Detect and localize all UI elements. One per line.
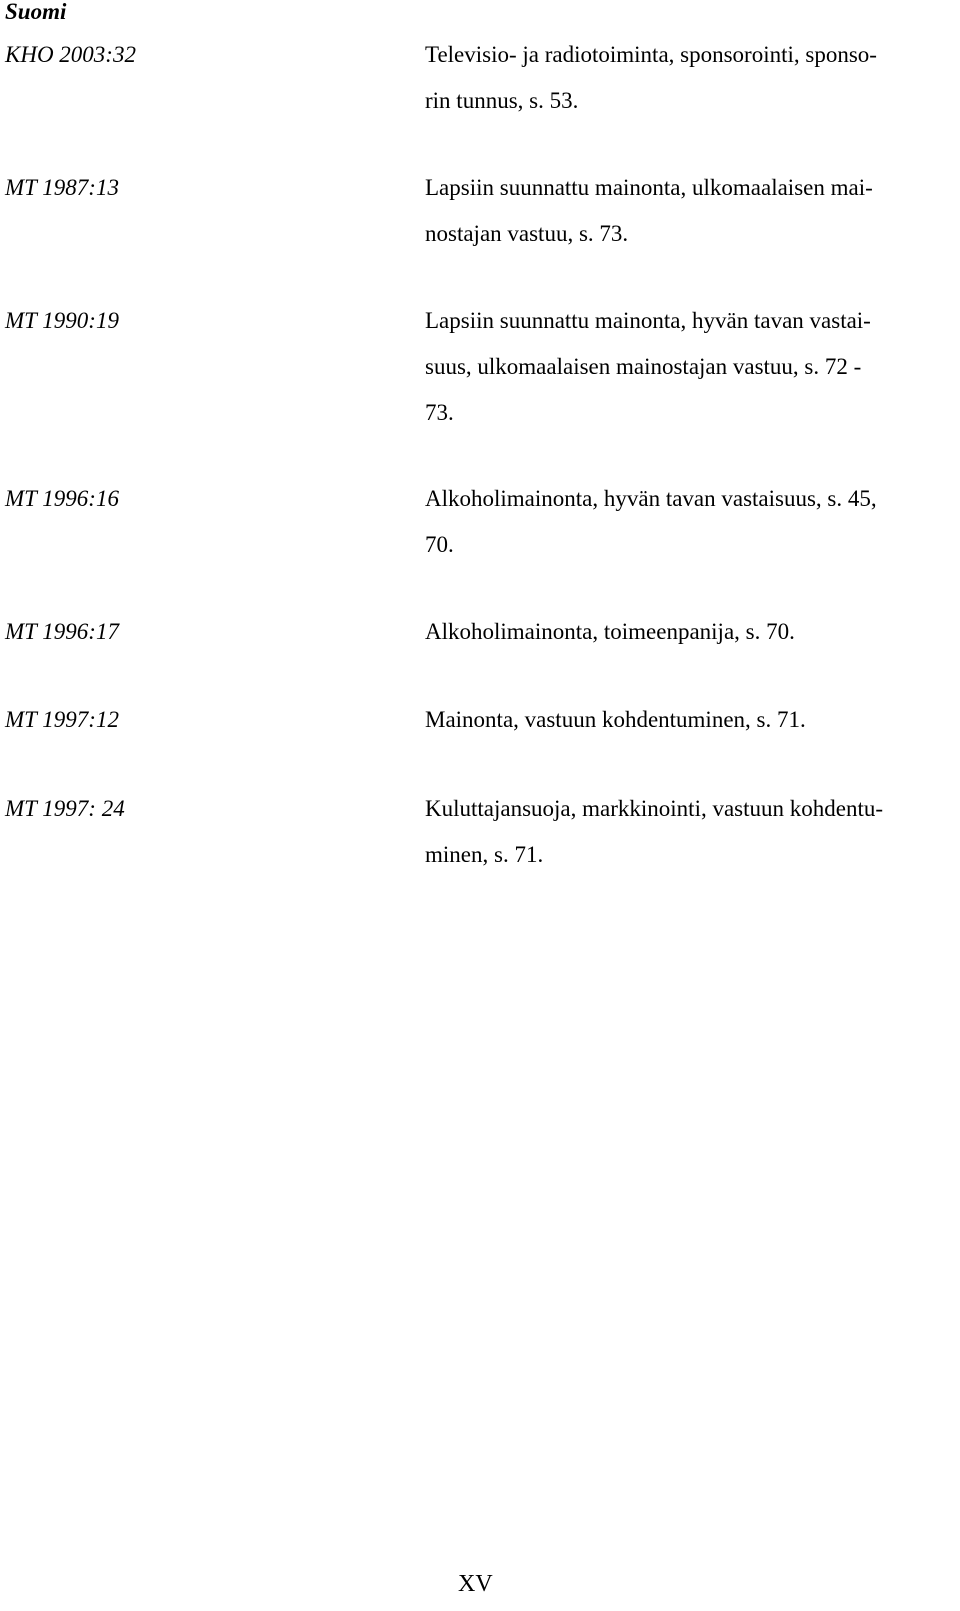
- case-description: [425, 32, 950, 124]
- case-reference: KHO 2003:32: [5, 42, 136, 67]
- description-line: 70.: [425, 532, 454, 557]
- description-line: Alkoholimainonta, hyvän tavan vastaisuus, s. 45,: [425, 486, 877, 511]
- case-description: [425, 609, 950, 655]
- case-reference: MT 1987:13: [5, 175, 119, 200]
- case-reference: MT 1990:19: [5, 308, 119, 333]
- case-description: [425, 476, 950, 568]
- case-reference: MT 1996:16: [5, 486, 119, 511]
- case-description: [425, 697, 950, 743]
- description-line: suus, ulkomaalaisen mainostajan vastuu, s. 72 -: [425, 354, 862, 379]
- case-description: [425, 786, 950, 878]
- case-reference: MT 1997: 24: [5, 796, 125, 821]
- case-reference: MT 1996:17: [5, 619, 119, 644]
- description-line: Alkoholimainonta, toimeenpanija, s. 70.: [425, 619, 795, 644]
- description-line: Lapsiin suunnattu mainonta, ulkomaalaisen mai-: [425, 175, 873, 200]
- description-line: 73.: [425, 400, 454, 425]
- description-line: Lapsiin suunnattu mainonta, hyvän tavan vastai-: [425, 308, 871, 333]
- description-line: Mainonta, vastuun kohdentuminen, s. 71.: [425, 707, 806, 732]
- description-line: Televisio- ja radiotoiminta, sponsorointi, sponso-: [425, 42, 877, 67]
- description-line: Kuluttajansuoja, markkinointi, vastuun kohdentu-: [425, 796, 884, 821]
- page-number: XV: [458, 1571, 493, 1597]
- case-description: [425, 165, 950, 257]
- description-line: rin tunnus, s. 53.: [425, 88, 579, 113]
- description-line: minen, s. 71.: [425, 842, 544, 867]
- description-line: nostajan vastuu, s. 73.: [425, 221, 629, 246]
- case-description: [425, 298, 950, 436]
- section-heading: Suomi: [5, 0, 67, 24]
- case-reference: MT 1997:12: [5, 707, 119, 732]
